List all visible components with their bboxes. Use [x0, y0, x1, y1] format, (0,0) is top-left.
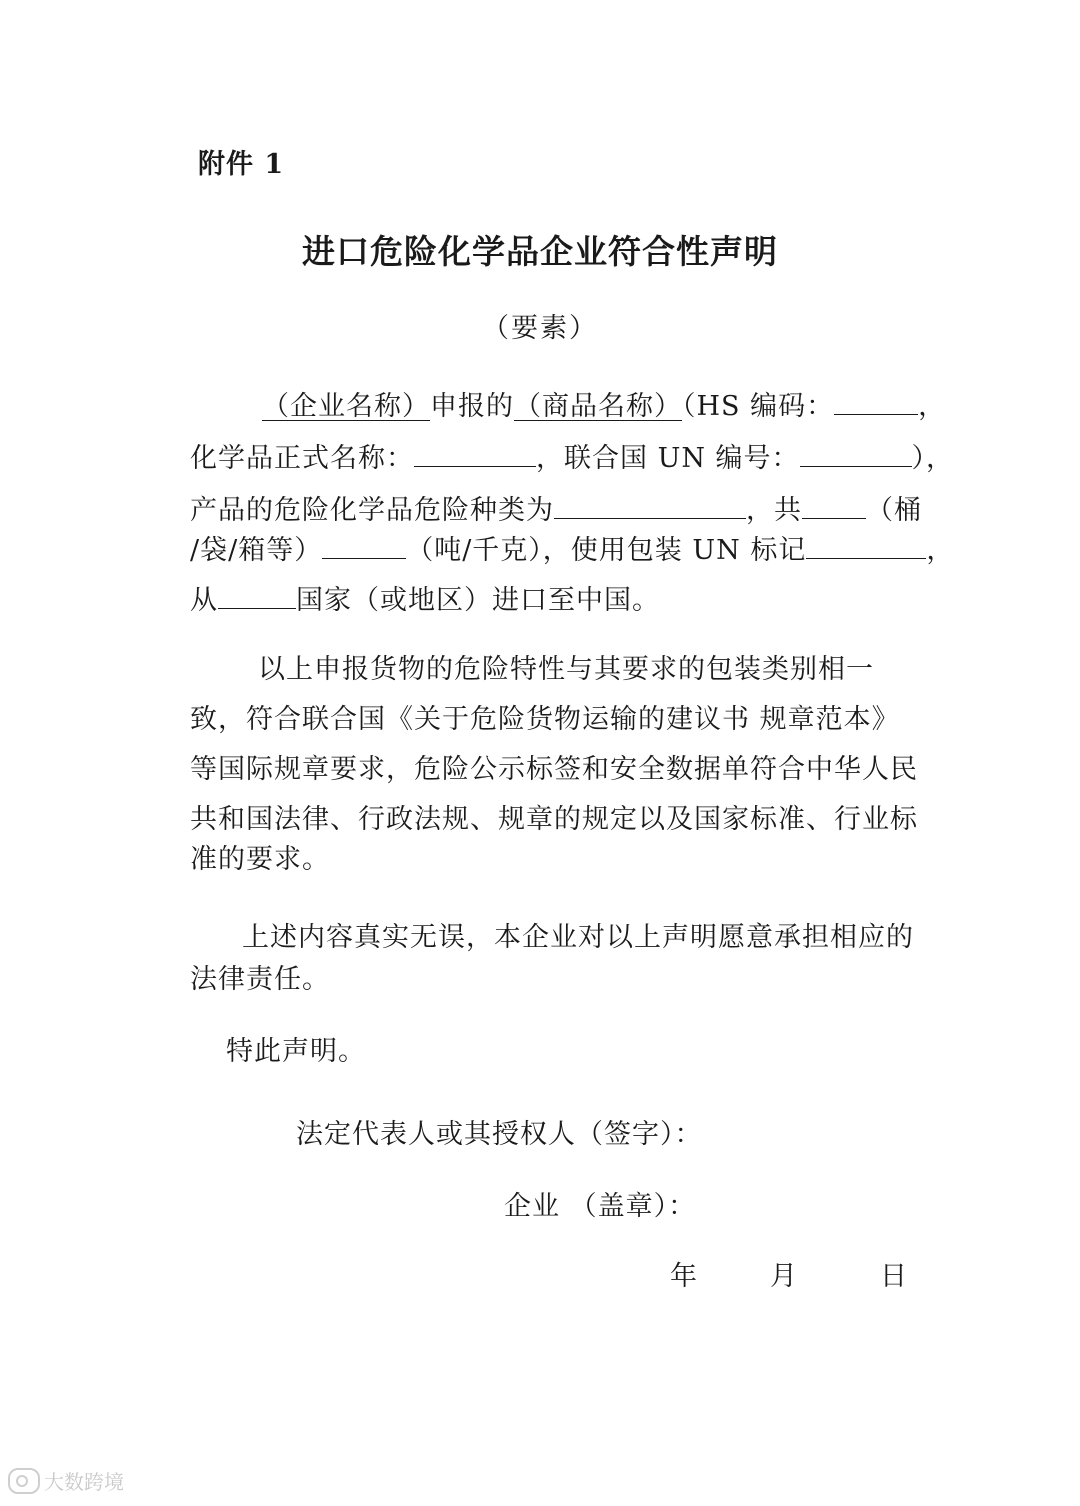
date-year-label: 年 [670, 1261, 697, 1292]
compliance-line-1: 以上申报货物的危险特性与其要求的包装类别相一 [258, 654, 874, 685]
un-number-blank [800, 438, 912, 467]
declaration-line-1 [262, 386, 946, 427]
representative-signature-label: 法定代表人或其授权人（签字）： [296, 1119, 703, 1150]
import-statement: 国家（或地区）进口至中国。 [296, 585, 660, 616]
un-marking-blank [806, 530, 926, 559]
package-unit-label: /袋/箱等） [190, 535, 323, 566]
brand-logo-icon [8, 1468, 40, 1494]
attachment-label: 附件 1 [198, 149, 285, 180]
compliance-line-3: 等国际规章要求，危险公示标签和安全数据单符合中华人民 [190, 754, 918, 785]
hs-code-label: （HS 编码： [682, 391, 835, 422]
un-marking-label: （吨/千克），使用包装 UN 标记 [406, 535, 807, 566]
document-title: 进口危险化学品企业符合性声明 [302, 232, 778, 271]
closing-statement: 特此声明。 [226, 1036, 366, 1067]
liability-line-1: 上述内容真实无误，本企业对以上声明愿意承担相应的 [242, 922, 914, 953]
watermark-text: 大数跨境 [44, 1470, 124, 1494]
hs-code-blank [834, 386, 918, 415]
declaration-line-2 [190, 438, 954, 479]
date-day-label: 日 [880, 1261, 907, 1292]
origin-label: 从 [190, 585, 218, 616]
compliance-line-2: 致，符合联合国《关于危险货物运输的建议书 规章范本》 [190, 704, 900, 735]
liability-line-2: 法律责任。 [190, 964, 330, 995]
company-name-placeholder: （企业名称） [262, 391, 430, 422]
declaration-line-4 [190, 530, 954, 571]
compliance-line-5: 准的要求。 [190, 844, 330, 875]
watermark [8, 1466, 124, 1495]
hazard-class-blank [554, 490, 746, 519]
product-name-placeholder: （商品名称） [514, 391, 682, 422]
hazard-class-label: 产品的危险化学品危险种类为 [190, 495, 554, 526]
chemical-name-label: 化学品正式名称： [190, 443, 414, 474]
declaration-text: 申报的 [430, 391, 514, 422]
quantity-label: ，共 [746, 495, 802, 526]
declaration-text: ）， [911, 443, 955, 474]
company-seal-label: 企业 （盖章）： [504, 1191, 697, 1222]
chemical-name-blank [414, 438, 536, 467]
date-month-label: 月 [770, 1261, 797, 1292]
weight-blank [322, 530, 406, 559]
un-number-label: ，联合国 UN 编号： [536, 443, 800, 474]
declaration-line-5 [190, 580, 660, 621]
compliance-line-4: 共和国法律、行政法规、规章的规定以及国家标准、行业标 [190, 804, 918, 835]
declaration-text: （桶 [866, 495, 922, 526]
declaration-line-3 [190, 490, 922, 531]
document-subtitle: （要素） [482, 313, 598, 344]
origin-country-blank [218, 580, 296, 609]
declaration-text: ， [918, 391, 947, 422]
declaration-text: ， [926, 535, 955, 566]
quantity-blank [802, 490, 866, 519]
